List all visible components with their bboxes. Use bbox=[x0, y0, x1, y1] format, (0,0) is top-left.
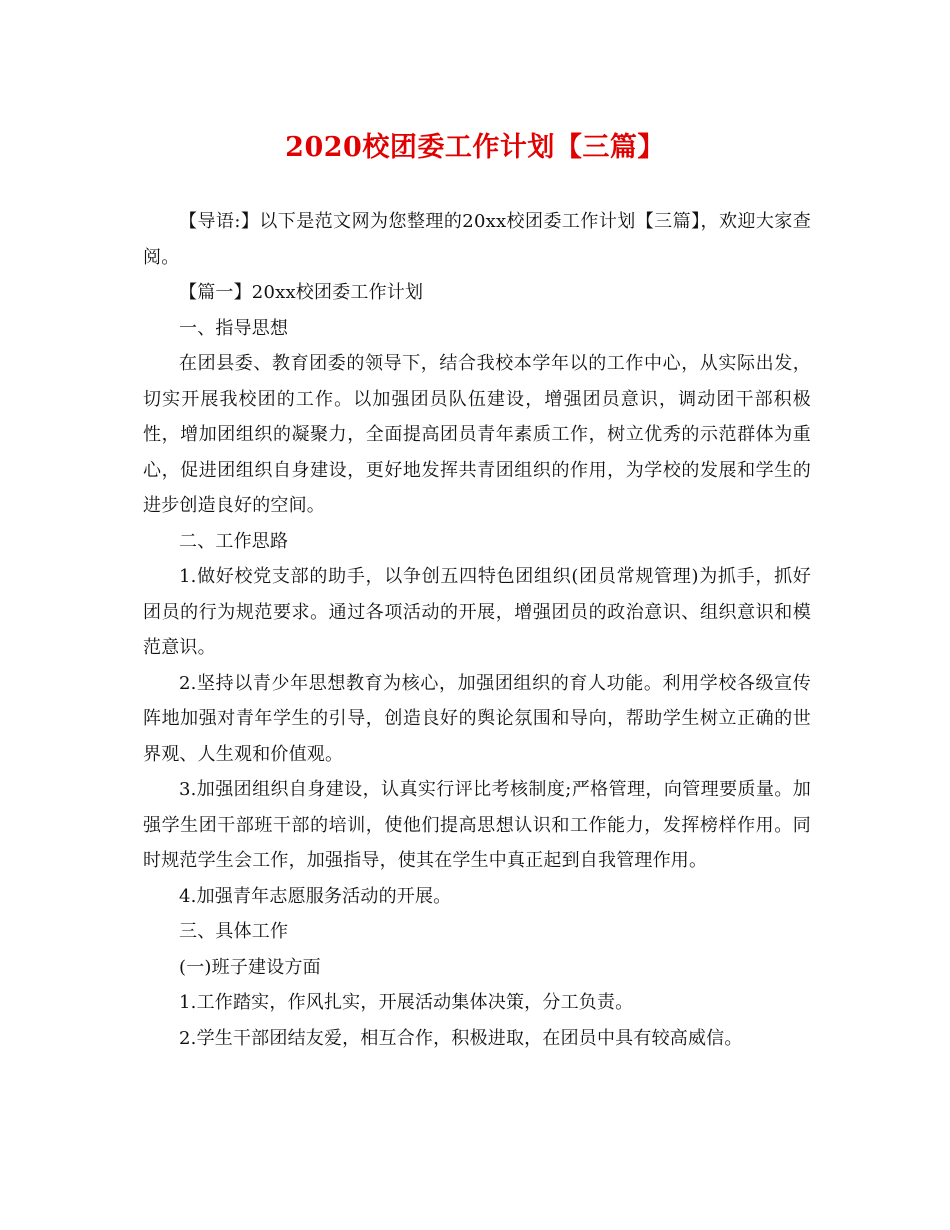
subheading-team-building: (一)班子建设方面 bbox=[179, 956, 321, 978]
approach-item-2: 2.坚持以青少年思想教育为核心，加强团组织的育人功能。利用学校各级宣传阵地加强对青年学生的引导，创造良好的舆论氛围和导向，帮助学生树立正确的世界观、人生观和价值观。 bbox=[143, 672, 811, 765]
approach-item-1: 1.做好校党支部的助手，以争创五四特色团组织(团员常规管理)为抓手，抓好团员的行为规范要求。通过各项活动的开展，增强团员的政治意识、组织意识和模范意识。 bbox=[143, 566, 811, 658]
guiding-thought-paragraph: 在团县委、教育团委的领导下，结合我校本学年以的工作中心，从实际出发，切实开展我校团的工作。以加强团员队伍建设，增强团员意识，调动团干部积极性，增加团组织的凝聚力，全面提高团员青年素质工作，树立优秀的示范群体为重心，促进团组织自身建设，更好地发挥共青团组织的作用，为学校的发展和学生的进步创造良好的空间。 bbox=[143, 353, 811, 516]
section-heading-part-one: 【篇一】20xx校团委工作计划 bbox=[179, 282, 424, 303]
heading-specific-work: 三、具体工作 bbox=[179, 921, 289, 942]
document-title: 2020校团委工作计划【三篇】 bbox=[285, 132, 665, 163]
approach-item-3: 3.加强团组织自身建设，认真实行评比考核制度;严格管理，向管理要质量。加强学生团干部班干部的培训，使他们提高思想认识和工作能力，发挥榜样作用。同时规范学生会工作，加强指导，使其在学生中真正起到自我管理作用。 bbox=[143, 779, 811, 871]
team-item-2: 2.学生干部团结友爱，相互合作，积极进取，在团员中具有较高威信。 bbox=[179, 1027, 743, 1049]
approach-item-4: 4.加强青年志愿服务活动的开展。 bbox=[179, 885, 452, 907]
heading-work-approach: 二、工作思路 bbox=[179, 530, 289, 552]
intro-paragraph: 【导语:】以下是范文网为您整理的20xx校团委工作计划【三篇】，欢迎大家查阅。 bbox=[143, 211, 811, 268]
team-item-1: 1.工作踏实，作风扎实，开展活动集体决策，分工负责。 bbox=[179, 992, 634, 1013]
heading-guiding-thought: 一、指导思想 bbox=[179, 317, 289, 339]
document-body bbox=[143, 204, 811, 1056]
